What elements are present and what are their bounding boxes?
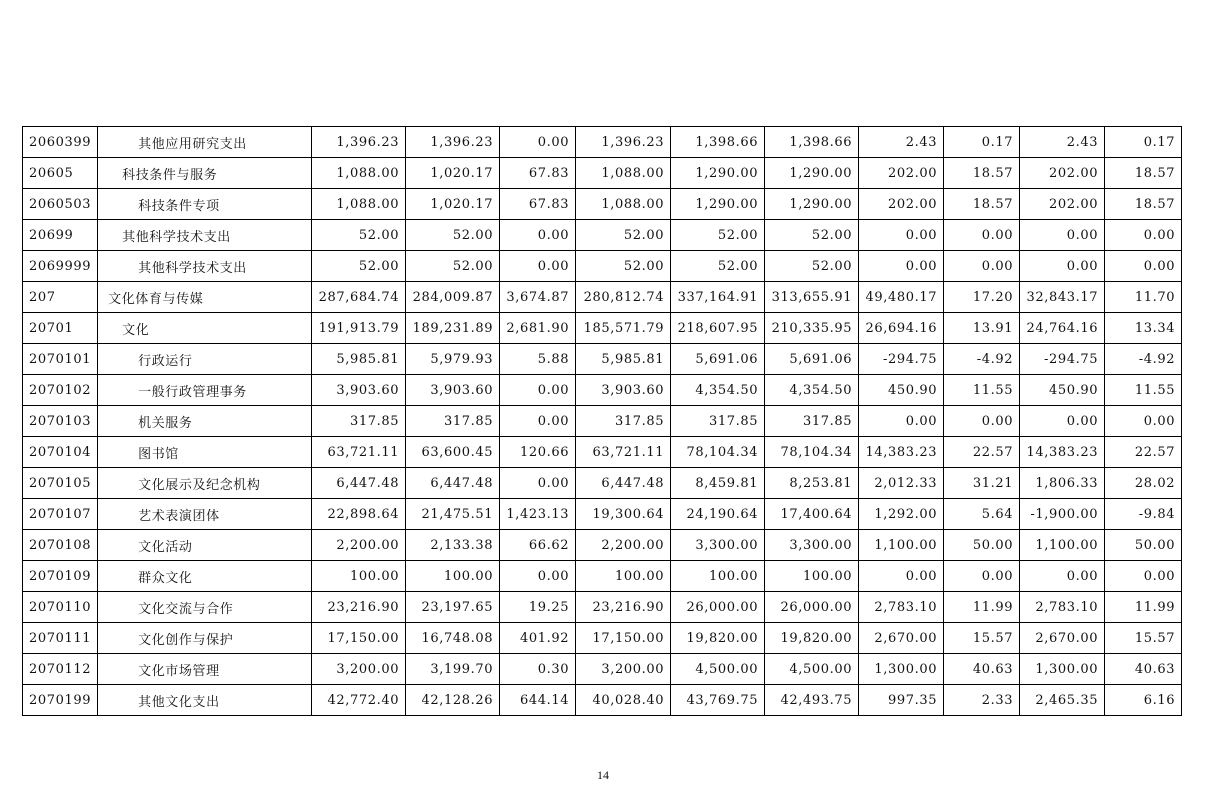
value-cell: 100.00 bbox=[576, 561, 671, 592]
value-cell: 2,200.00 bbox=[312, 530, 406, 561]
value-cell: 6,447.48 bbox=[312, 468, 406, 499]
value-cell: 317.85 bbox=[765, 406, 859, 437]
value-cell: 8,459.81 bbox=[671, 468, 765, 499]
value-cell: 185,571.79 bbox=[576, 313, 671, 344]
value-cell: 40.63 bbox=[1105, 654, 1182, 685]
subject-code: 2070103 bbox=[23, 406, 98, 437]
value-cell: 19.25 bbox=[500, 592, 576, 623]
value-cell: 284,009.87 bbox=[406, 282, 500, 313]
value-cell: 42,493.75 bbox=[765, 685, 859, 716]
value-cell: 3,903.60 bbox=[406, 375, 500, 406]
table-row bbox=[23, 561, 1182, 592]
table-row bbox=[23, 592, 1182, 623]
value-cell: 0.00 bbox=[944, 561, 1020, 592]
table-row bbox=[23, 623, 1182, 654]
value-cell: 1,290.00 bbox=[765, 189, 859, 220]
subject-code: 2070107 bbox=[23, 499, 98, 530]
value-cell: 2,012.33 bbox=[859, 468, 944, 499]
value-cell: 218,607.95 bbox=[671, 313, 765, 344]
value-cell: 22,898.64 bbox=[312, 499, 406, 530]
value-cell: 191,913.79 bbox=[312, 313, 406, 344]
value-cell: 0.00 bbox=[1105, 251, 1182, 282]
value-cell: 0.00 bbox=[1105, 406, 1182, 437]
value-cell: 16,748.08 bbox=[406, 623, 500, 654]
value-cell: 15.57 bbox=[944, 623, 1020, 654]
value-cell: 4,500.00 bbox=[765, 654, 859, 685]
value-cell: 3,903.60 bbox=[312, 375, 406, 406]
value-cell: 0.00 bbox=[944, 220, 1020, 251]
value-cell: 0.00 bbox=[1105, 220, 1182, 251]
value-cell: 63,721.11 bbox=[576, 437, 671, 468]
value-cell: 23,216.90 bbox=[576, 592, 671, 623]
value-cell: 50.00 bbox=[944, 530, 1020, 561]
table-row bbox=[23, 189, 1182, 220]
value-cell: 4,500.00 bbox=[671, 654, 765, 685]
value-cell: 52.00 bbox=[312, 251, 406, 282]
page-number: 14 bbox=[597, 768, 609, 782]
value-cell: 1,398.66 bbox=[671, 127, 765, 158]
subject-code: 2070110 bbox=[23, 592, 98, 623]
value-cell: 43,769.75 bbox=[671, 685, 765, 716]
value-cell: 52.00 bbox=[576, 251, 671, 282]
subject-name: 机关服务 bbox=[98, 406, 312, 437]
value-cell: 0.00 bbox=[500, 406, 576, 437]
value-cell: 0.00 bbox=[500, 468, 576, 499]
value-cell: 337,164.91 bbox=[671, 282, 765, 313]
subject-code: 2070112 bbox=[23, 654, 98, 685]
value-cell: 40,028.40 bbox=[576, 685, 671, 716]
value-cell: 18.57 bbox=[944, 158, 1020, 189]
value-cell: 40.63 bbox=[944, 654, 1020, 685]
subject-name: 科技条件与服务 bbox=[98, 158, 312, 189]
value-cell: 202.00 bbox=[1020, 189, 1105, 220]
value-cell: 14,383.23 bbox=[859, 437, 944, 468]
value-cell: 52.00 bbox=[406, 251, 500, 282]
table-row bbox=[23, 251, 1182, 282]
value-cell: 19,820.00 bbox=[671, 623, 765, 654]
value-cell: 202.00 bbox=[859, 189, 944, 220]
value-cell: 52.00 bbox=[765, 220, 859, 251]
table-row bbox=[23, 344, 1182, 375]
value-cell: 5,691.06 bbox=[765, 344, 859, 375]
value-cell: 28.02 bbox=[1105, 468, 1182, 499]
value-cell: 1,290.00 bbox=[765, 158, 859, 189]
budget-table bbox=[22, 126, 1182, 716]
subject-name: 其他文化支出 bbox=[98, 685, 312, 716]
subject-name: 群众文化 bbox=[98, 561, 312, 592]
value-cell: 100.00 bbox=[671, 561, 765, 592]
subject-name: 其他应用研究支出 bbox=[98, 127, 312, 158]
value-cell: 14,383.23 bbox=[1020, 437, 1105, 468]
value-cell: 120.66 bbox=[500, 437, 576, 468]
value-cell: 0.00 bbox=[859, 406, 944, 437]
value-cell: 1,088.00 bbox=[312, 189, 406, 220]
subject-code: 207 bbox=[23, 282, 98, 313]
value-cell: -9.84 bbox=[1105, 499, 1182, 530]
value-cell: 32,843.17 bbox=[1020, 282, 1105, 313]
value-cell: 3,903.60 bbox=[576, 375, 671, 406]
value-cell: 22.57 bbox=[1105, 437, 1182, 468]
value-cell: 78,104.34 bbox=[765, 437, 859, 468]
value-cell: 280,812.74 bbox=[576, 282, 671, 313]
value-cell: 2,200.00 bbox=[576, 530, 671, 561]
value-cell: 1,290.00 bbox=[671, 189, 765, 220]
value-cell: 18.57 bbox=[1105, 189, 1182, 220]
value-cell: 42,772.40 bbox=[312, 685, 406, 716]
value-cell: 52.00 bbox=[576, 220, 671, 251]
subject-name: 文化展示及纪念机构 bbox=[98, 468, 312, 499]
value-cell: 1,396.23 bbox=[312, 127, 406, 158]
value-cell: 2,465.35 bbox=[1020, 685, 1105, 716]
table-row bbox=[23, 468, 1182, 499]
subject-name: 其他科学技术支出 bbox=[98, 220, 312, 251]
value-cell: 2,681.90 bbox=[500, 313, 576, 344]
table-row bbox=[23, 313, 1182, 344]
subject-code: 2070101 bbox=[23, 344, 98, 375]
table-row bbox=[23, 158, 1182, 189]
value-cell: 0.00 bbox=[859, 561, 944, 592]
value-cell: 1,100.00 bbox=[1020, 530, 1105, 561]
subject-name: 图书馆 bbox=[98, 437, 312, 468]
value-cell: 100.00 bbox=[406, 561, 500, 592]
subject-code: 2060503 bbox=[23, 189, 98, 220]
value-cell: 1,806.33 bbox=[1020, 468, 1105, 499]
subject-name: 文化 bbox=[98, 313, 312, 344]
value-cell: 0.00 bbox=[500, 561, 576, 592]
value-cell: 3,200.00 bbox=[312, 654, 406, 685]
value-cell: 100.00 bbox=[765, 561, 859, 592]
value-cell: -294.75 bbox=[859, 344, 944, 375]
value-cell: 2,783.10 bbox=[859, 592, 944, 623]
value-cell: 17.20 bbox=[944, 282, 1020, 313]
value-cell: 0.00 bbox=[859, 220, 944, 251]
value-cell: 3,200.00 bbox=[576, 654, 671, 685]
value-cell: 67.83 bbox=[500, 158, 576, 189]
value-cell: 2,133.38 bbox=[406, 530, 500, 561]
value-cell: 401.92 bbox=[500, 623, 576, 654]
value-cell: 0.17 bbox=[944, 127, 1020, 158]
table-row bbox=[23, 406, 1182, 437]
value-cell: 1,300.00 bbox=[1020, 654, 1105, 685]
value-cell: 1,100.00 bbox=[859, 530, 944, 561]
subject-name: 行政运行 bbox=[98, 344, 312, 375]
value-cell: 31.21 bbox=[944, 468, 1020, 499]
value-cell: 0.00 bbox=[500, 127, 576, 158]
value-cell: 317.85 bbox=[671, 406, 765, 437]
value-cell: 5,691.06 bbox=[671, 344, 765, 375]
value-cell: 2,783.10 bbox=[1020, 592, 1105, 623]
value-cell: 4,354.50 bbox=[671, 375, 765, 406]
table-row bbox=[23, 127, 1182, 158]
value-cell: 17,150.00 bbox=[312, 623, 406, 654]
value-cell: 450.90 bbox=[859, 375, 944, 406]
subject-code: 2070199 bbox=[23, 685, 98, 716]
subject-name: 艺术表演团体 bbox=[98, 499, 312, 530]
value-cell: 26,694.16 bbox=[859, 313, 944, 344]
value-cell: 23,197.65 bbox=[406, 592, 500, 623]
value-cell: -4.92 bbox=[944, 344, 1020, 375]
value-cell: 189,231.89 bbox=[406, 313, 500, 344]
value-cell: 19,820.00 bbox=[765, 623, 859, 654]
value-cell: 2.43 bbox=[1020, 127, 1105, 158]
value-cell: 0.30 bbox=[500, 654, 576, 685]
value-cell: 13.34 bbox=[1105, 313, 1182, 344]
value-cell: 52.00 bbox=[671, 220, 765, 251]
value-cell: 18.57 bbox=[944, 189, 1020, 220]
value-cell: 11.70 bbox=[1105, 282, 1182, 313]
value-cell: 11.99 bbox=[944, 592, 1020, 623]
value-cell: 100.00 bbox=[312, 561, 406, 592]
value-cell: 52.00 bbox=[765, 251, 859, 282]
value-cell: 19,300.64 bbox=[576, 499, 671, 530]
value-cell: 21,475.51 bbox=[406, 499, 500, 530]
subject-name: 文化市场管理 bbox=[98, 654, 312, 685]
value-cell: 1,396.23 bbox=[576, 127, 671, 158]
value-cell: 317.85 bbox=[576, 406, 671, 437]
value-cell: 0.00 bbox=[1105, 561, 1182, 592]
table-row bbox=[23, 437, 1182, 468]
value-cell: 313,655.91 bbox=[765, 282, 859, 313]
value-cell: 317.85 bbox=[312, 406, 406, 437]
value-cell: 6,447.48 bbox=[576, 468, 671, 499]
value-cell: 63,721.11 bbox=[312, 437, 406, 468]
value-cell: 0.00 bbox=[500, 375, 576, 406]
value-cell: 5,985.81 bbox=[576, 344, 671, 375]
value-cell: 24,190.64 bbox=[671, 499, 765, 530]
value-cell: 5,979.93 bbox=[406, 344, 500, 375]
table-row bbox=[23, 282, 1182, 313]
subject-code: 2070111 bbox=[23, 623, 98, 654]
table-row bbox=[23, 685, 1182, 716]
value-cell: 1,088.00 bbox=[576, 189, 671, 220]
subject-code: 2070102 bbox=[23, 375, 98, 406]
value-cell: 17,400.64 bbox=[765, 499, 859, 530]
subject-code: 2060399 bbox=[23, 127, 98, 158]
value-cell: 52.00 bbox=[406, 220, 500, 251]
value-cell: 17,150.00 bbox=[576, 623, 671, 654]
value-cell: 0.17 bbox=[1105, 127, 1182, 158]
value-cell: 42,128.26 bbox=[406, 685, 500, 716]
value-cell: 6.16 bbox=[1105, 685, 1182, 716]
table-body bbox=[23, 127, 1182, 716]
subject-name: 文化交流与合作 bbox=[98, 592, 312, 623]
value-cell: 18.57 bbox=[1105, 158, 1182, 189]
value-cell: 997.35 bbox=[859, 685, 944, 716]
value-cell: -1,900.00 bbox=[1020, 499, 1105, 530]
value-cell: 1,396.23 bbox=[406, 127, 500, 158]
value-cell: 644.14 bbox=[500, 685, 576, 716]
value-cell: 11.55 bbox=[944, 375, 1020, 406]
value-cell: 3,199.70 bbox=[406, 654, 500, 685]
subject-name: 科技条件专项 bbox=[98, 189, 312, 220]
value-cell: 15.57 bbox=[1105, 623, 1182, 654]
value-cell: 52.00 bbox=[671, 251, 765, 282]
value-cell: 26,000.00 bbox=[765, 592, 859, 623]
value-cell: 317.85 bbox=[406, 406, 500, 437]
value-cell: 287,684.74 bbox=[312, 282, 406, 313]
value-cell: 0.00 bbox=[500, 251, 576, 282]
value-cell: 0.00 bbox=[944, 406, 1020, 437]
value-cell: 1,020.17 bbox=[406, 158, 500, 189]
subject-name: 一般行政管理事务 bbox=[98, 375, 312, 406]
table-row bbox=[23, 499, 1182, 530]
value-cell: 11.99 bbox=[1105, 592, 1182, 623]
value-cell: 0.00 bbox=[859, 251, 944, 282]
value-cell: 52.00 bbox=[312, 220, 406, 251]
subject-code: 20605 bbox=[23, 158, 98, 189]
value-cell: 3,300.00 bbox=[671, 530, 765, 561]
value-cell: 24,764.16 bbox=[1020, 313, 1105, 344]
value-cell: 1,088.00 bbox=[576, 158, 671, 189]
value-cell: 2.33 bbox=[944, 685, 1020, 716]
value-cell: 202.00 bbox=[859, 158, 944, 189]
subject-code: 20701 bbox=[23, 313, 98, 344]
value-cell: 1,292.00 bbox=[859, 499, 944, 530]
value-cell: 5.64 bbox=[944, 499, 1020, 530]
value-cell: 8,253.81 bbox=[765, 468, 859, 499]
subject-code: 2070105 bbox=[23, 468, 98, 499]
value-cell: 2.43 bbox=[859, 127, 944, 158]
value-cell: -4.92 bbox=[1105, 344, 1182, 375]
value-cell: 0.00 bbox=[500, 220, 576, 251]
value-cell: 66.62 bbox=[500, 530, 576, 561]
value-cell: 1,398.66 bbox=[765, 127, 859, 158]
value-cell: 6,447.48 bbox=[406, 468, 500, 499]
value-cell: 2,670.00 bbox=[1020, 623, 1105, 654]
value-cell: 5.88 bbox=[500, 344, 576, 375]
value-cell: -294.75 bbox=[1020, 344, 1105, 375]
subject-name: 文化活动 bbox=[98, 530, 312, 561]
value-cell: 11.55 bbox=[1105, 375, 1182, 406]
value-cell: 0.00 bbox=[1020, 220, 1105, 251]
value-cell: 78,104.34 bbox=[671, 437, 765, 468]
value-cell: 1,290.00 bbox=[671, 158, 765, 189]
value-cell: 450.90 bbox=[1020, 375, 1105, 406]
value-cell: 4,354.50 bbox=[765, 375, 859, 406]
value-cell: 3,300.00 bbox=[765, 530, 859, 561]
value-cell: 1,020.17 bbox=[406, 189, 500, 220]
value-cell: 202.00 bbox=[1020, 158, 1105, 189]
value-cell: 22.57 bbox=[944, 437, 1020, 468]
value-cell: 1,088.00 bbox=[312, 158, 406, 189]
value-cell: 63,600.45 bbox=[406, 437, 500, 468]
subject-code: 20699 bbox=[23, 220, 98, 251]
table-row bbox=[23, 530, 1182, 561]
value-cell: 0.00 bbox=[944, 251, 1020, 282]
value-cell: 26,000.00 bbox=[671, 592, 765, 623]
subject-code: 2069999 bbox=[23, 251, 98, 282]
value-cell: 1,300.00 bbox=[859, 654, 944, 685]
value-cell: 3,674.87 bbox=[500, 282, 576, 313]
value-cell: 210,335.95 bbox=[765, 313, 859, 344]
subject-code: 2070109 bbox=[23, 561, 98, 592]
value-cell: 0.00 bbox=[1020, 251, 1105, 282]
value-cell: 13.91 bbox=[944, 313, 1020, 344]
table-row bbox=[23, 375, 1182, 406]
subject-name: 文化创作与保护 bbox=[98, 623, 312, 654]
table-row bbox=[23, 220, 1182, 251]
table-row bbox=[23, 654, 1182, 685]
value-cell: 0.00 bbox=[1020, 406, 1105, 437]
value-cell: 0.00 bbox=[1020, 561, 1105, 592]
value-cell: 5,985.81 bbox=[312, 344, 406, 375]
value-cell: 49,480.17 bbox=[859, 282, 944, 313]
subject-code: 2070104 bbox=[23, 437, 98, 468]
subject-name: 文化体育与传媒 bbox=[98, 282, 312, 313]
subject-code: 2070108 bbox=[23, 530, 98, 561]
value-cell: 67.83 bbox=[500, 189, 576, 220]
value-cell: 23,216.90 bbox=[312, 592, 406, 623]
value-cell: 1,423.13 bbox=[500, 499, 576, 530]
value-cell: 50.00 bbox=[1105, 530, 1182, 561]
value-cell: 2,670.00 bbox=[859, 623, 944, 654]
subject-name: 其他科学技术支出 bbox=[98, 251, 312, 282]
